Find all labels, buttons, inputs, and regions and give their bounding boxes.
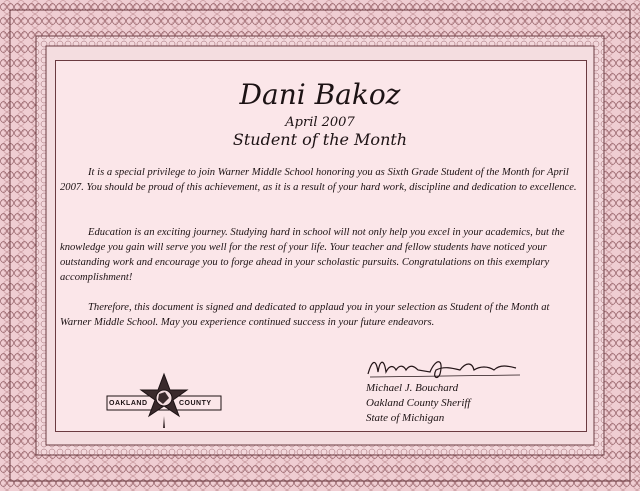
badge-label-right: COUNTY [179, 400, 212, 407]
signer-state: State of Michigan [366, 412, 445, 424]
award-date: April 2007 [285, 115, 355, 130]
recipient-name: Dani Bakoz [239, 78, 401, 111]
signer-title: Oakland County Sheriff [366, 397, 471, 409]
badge-label-left: OAKLAND [109, 400, 148, 407]
signature-block [366, 381, 471, 426]
paragraph-education: Education is an exciting journey. Studying hard in school will not only help you excel in your academics, but the knowledge you gain will serve you well for the rest of your life. Your teacher and fellow students have noticed your outstanding work and encourage you to forge ahead in your scholastic pursuits. Congratulations on this exemplary accomplishment! [60, 227, 565, 283]
signature-image [360, 352, 530, 380]
award-title: Student of the Month [232, 130, 408, 149]
paragraph-closing: Therefore, this document is signed and dedicated to applaud you in your selection as Student of the Month at Warner Middle School. May you experience continued success in your future endeavors. [60, 302, 550, 328]
sheriff-badge-logo [105, 372, 223, 438]
signer-name: Michael J. Bouchard [366, 382, 459, 394]
paragraph-intro: It is a special privilege to join Warner Middle School honoring you as Sixth Grade Student of the Month for April 2007. You should be proud of this achievement, as it is a result of your hard work, discipline and dedication to excellence. [60, 167, 577, 193]
